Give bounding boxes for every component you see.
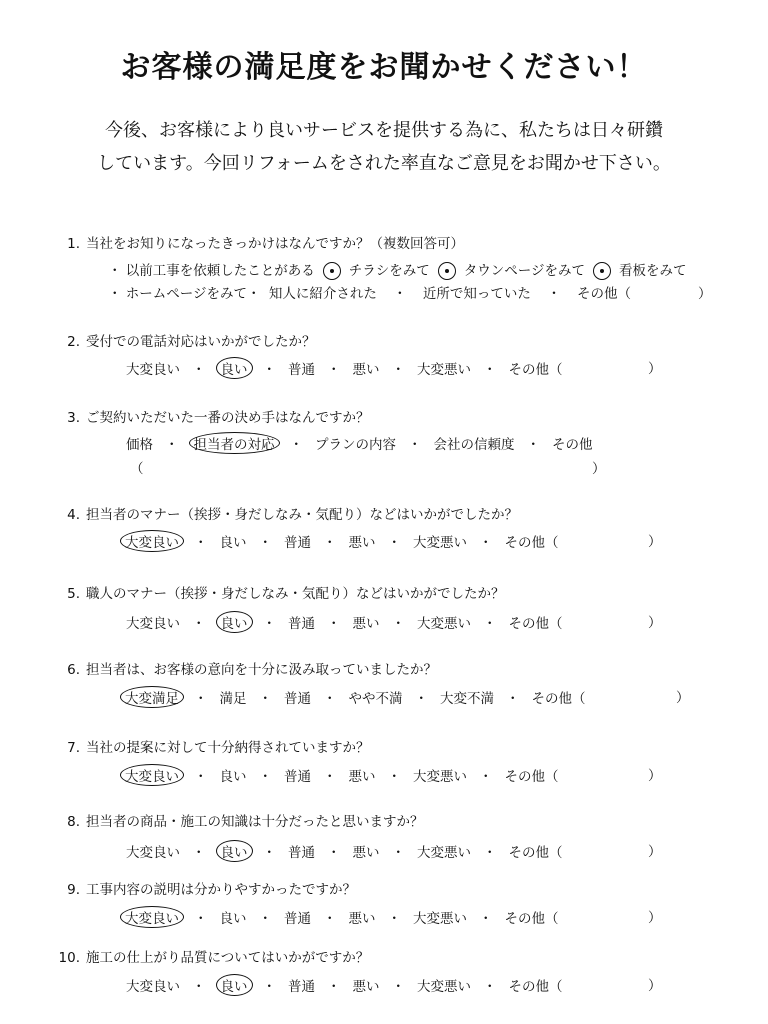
question-10-options: 大変良い ・ 良い ・ 普通 ・ 悪い ・ 大変悪い ・ その他（ — [124, 974, 565, 996]
question-4 — [58, 503, 518, 523]
option-nearby[interactable]: 近所で知っていた — [422, 286, 531, 302]
other-open-paren: （ — [130, 461, 144, 477]
intro-line-2: しています。今回リフォームをされた率直なご意見をお聞かせ下さい。 — [97, 153, 671, 174]
option-flyer[interactable]: チラシをみて — [348, 263, 430, 279]
question-9 — [58, 878, 356, 898]
option-bad[interactable]: 悪い — [348, 911, 376, 927]
question-text: 当社の提案に対して十分納得されていますか？ — [86, 740, 370, 756]
option-normal[interactable]: 普通 — [288, 362, 315, 378]
option-very-bad[interactable]: 大変悪い — [413, 769, 467, 785]
option-bad[interactable]: 悪い — [352, 845, 380, 861]
option-town-pages[interactable]: タウンページをみて — [463, 263, 586, 279]
question-5 — [58, 582, 505, 602]
option-bad[interactable]: 悪い — [352, 616, 380, 632]
question-3-options: 価格 ・ 担当者の対応 ・ プランの内容 ・ 会社の信頼度 ・ その他 — [124, 432, 595, 454]
question-text: 当社をお知りになったきっかけはなんですか？（複数回答可） — [86, 236, 464, 252]
option-good[interactable]: 良い — [219, 911, 247, 927]
question-7 — [58, 736, 370, 756]
question-10 — [58, 946, 369, 966]
option-other[interactable]: その他（ — [577, 286, 632, 302]
option-very-satisfied-selected[interactable]: 大変満足 — [120, 686, 184, 708]
option-other[interactable]: その他（ — [504, 911, 559, 927]
option-other[interactable]: その他（ — [508, 616, 563, 632]
option-bad[interactable]: 悪い — [352, 979, 380, 995]
question-number: 4. — [67, 507, 80, 523]
question-text: 職人のマナー（挨拶・身だしなみ・気配り）などはいかがでしたか？ — [86, 586, 505, 602]
other-close-paren: ） — [676, 690, 690, 706]
option-good-selected[interactable]: 良い — [216, 611, 253, 633]
question-2-options: 大変良い ・ 良い ・ 普通 ・ 悪い ・ 大変悪い ・ その他（ — [124, 357, 565, 379]
other-close-paren: ） — [592, 461, 606, 477]
question-4-options: 大変良い ・ 良い ・ 普通 ・ 悪い ・ 大変悪い ・ その他（ — [120, 530, 561, 552]
selected-mark-icon — [323, 262, 341, 280]
intro-line-1: 今後、お客様により良いサービスを提供する為に、私たちは日々研鑽 — [105, 120, 663, 141]
option-very-good[interactable]: 大変良い — [126, 979, 180, 995]
option-very-bad[interactable]: 大変悪い — [417, 616, 471, 632]
question-8 — [58, 810, 424, 830]
option-very-bad[interactable]: 大変悪い — [417, 362, 471, 378]
other-close-paren: ） — [648, 615, 662, 631]
option-very-good[interactable]: 大変良い — [126, 616, 180, 632]
other-close-paren: ） — [648, 844, 662, 860]
option-very-bad[interactable]: 大変悪い — [413, 911, 467, 927]
question-number: 10. — [58, 950, 80, 966]
option-very-bad[interactable]: 大変悪い — [417, 979, 471, 995]
option-normal[interactable]: 普通 — [284, 911, 311, 927]
option-very-good[interactable]: 大変良い — [126, 845, 180, 861]
option-normal[interactable]: 普通 — [284, 535, 311, 551]
option-somewhat-unsatisfied[interactable]: やや不満 — [348, 691, 403, 707]
other-close-paren: ） — [648, 768, 662, 784]
option-bad[interactable]: 悪い — [352, 362, 380, 378]
option-good-selected[interactable]: 良い — [216, 357, 253, 379]
question-1-options-line1 — [106, 259, 689, 280]
question-5-options: 大変良い ・ 良い ・ 普通 ・ 悪い ・ 大変悪い ・ その他（ — [124, 611, 565, 633]
question-1 — [58, 232, 464, 252]
option-other[interactable]: その他（ — [504, 769, 559, 785]
option-other[interactable]: その他（ — [508, 845, 563, 861]
question-text: 施工の仕上がり品質についてはいかがですか？ — [86, 950, 370, 966]
option-good-selected[interactable]: 良い — [216, 974, 253, 996]
option-normal[interactable]: 普通 — [288, 845, 315, 861]
option-price[interactable]: 価格 — [126, 437, 153, 453]
question-1-options-line2 — [106, 282, 633, 302]
other-close-paren: ） — [648, 534, 662, 550]
question-6 — [58, 658, 437, 678]
question-number: 1. — [67, 236, 80, 252]
question-number: 9. — [67, 882, 80, 898]
option-normal[interactable]: 普通 — [288, 979, 315, 995]
question-7-options: 大変良い ・ 良い ・ 普通 ・ 悪い ・ 大変悪い ・ その他（ — [120, 764, 561, 786]
option-other[interactable]: その他（ — [508, 979, 563, 995]
question-number: 6. — [67, 662, 80, 678]
option-staff-response-selected[interactable]: 担当者の対応 — [189, 432, 280, 454]
other-close-paren: ） — [648, 361, 662, 377]
option-bad[interactable]: 悪い — [348, 535, 376, 551]
question-text: 受付での電話対応はいかがでしたか？ — [86, 334, 316, 350]
separator: ・ — [547, 286, 561, 302]
option-other[interactable]: その他（ — [508, 362, 563, 378]
option-good-selected[interactable]: 良い — [216, 840, 253, 862]
question-text: 工事内容の説明は分かりやすかったですか？ — [86, 882, 356, 898]
question-number: 2. — [67, 334, 80, 350]
question-number: 5. — [67, 586, 80, 602]
option-very-bad[interactable]: 大変悪い — [417, 845, 471, 861]
option-very-good-selected[interactable]: 大変良い — [120, 764, 184, 786]
survey-title: お客様の満足度をお聞かせください！ — [120, 50, 648, 85]
option-normal[interactable]: 普通 — [284, 691, 311, 707]
option-bad[interactable]: 悪い — [348, 769, 376, 785]
option-normal[interactable]: 普通 — [284, 769, 311, 785]
selected-mark-icon — [438, 262, 456, 280]
question-number: 7. — [67, 740, 80, 756]
option-very-bad[interactable]: 大変悪い — [413, 535, 467, 551]
option-very-good-selected[interactable]: 大変良い — [120, 530, 184, 552]
option-other[interactable]: その他 — [552, 437, 593, 453]
other-close-paren: ） — [648, 978, 662, 994]
selected-mark-icon — [593, 262, 611, 280]
option-very-good-selected[interactable]: 大変良い — [120, 906, 184, 928]
separator: ・ — [393, 286, 407, 302]
question-text: ご契約いただいた一番の決め手はなんですか？ — [86, 410, 370, 426]
option-normal[interactable]: 普通 — [288, 616, 315, 632]
option-company-trust[interactable]: 会社の信頼度 — [433, 437, 515, 453]
question-number: 8. — [67, 814, 80, 830]
question-text: 担当者は、お客様の意向を十分に汲み取っていましたか？ — [86, 662, 437, 678]
other-close-paren: ） — [648, 910, 662, 926]
option-signboard[interactable]: 看板をみて — [619, 263, 687, 279]
question-2 — [58, 330, 316, 350]
option-other[interactable]: その他（ — [531, 691, 586, 707]
question-6-options: 大変満足 ・ 満足 ・ 普通 ・ やや不満 ・ 大変不満 ・ その他（ — [120, 686, 588, 708]
other-close-paren: ） — [698, 286, 712, 302]
option-other[interactable]: その他（ — [504, 535, 559, 551]
option-very-good[interactable]: 大変良い — [126, 362, 180, 378]
option-homepage[interactable]: ・ ホームページをみて・ — [108, 286, 261, 302]
question-text: 担当者のマナー（挨拶・身だしなみ・気配り）などはいかがでしたか？ — [86, 507, 518, 523]
option-very-unsatisfied[interactable]: 大変不満 — [440, 691, 494, 707]
option-previous-work[interactable]: ・ 以前工事を依頼したことがある — [108, 263, 315, 279]
question-8-options: 大変良い ・ 良い ・ 普通 ・ 悪い ・ 大変悪い ・ その他（ — [124, 840, 565, 862]
question-number: 3. — [67, 410, 80, 426]
option-introduced[interactable]: 知人に紹介された — [268, 286, 377, 302]
option-good[interactable]: 良い — [219, 535, 247, 551]
option-good[interactable]: 良い — [219, 769, 247, 785]
question-3 — [58, 406, 370, 426]
question-9-options: 大変良い ・ 良い ・ 普通 ・ 悪い ・ 大変悪い ・ その他（ — [120, 906, 561, 928]
question-text: 担当者の商品・施工の知識は十分だったと思いますか？ — [86, 814, 424, 830]
option-plan-content[interactable]: プランの内容 — [315, 437, 396, 453]
option-satisfied[interactable]: 満足 — [219, 691, 247, 707]
